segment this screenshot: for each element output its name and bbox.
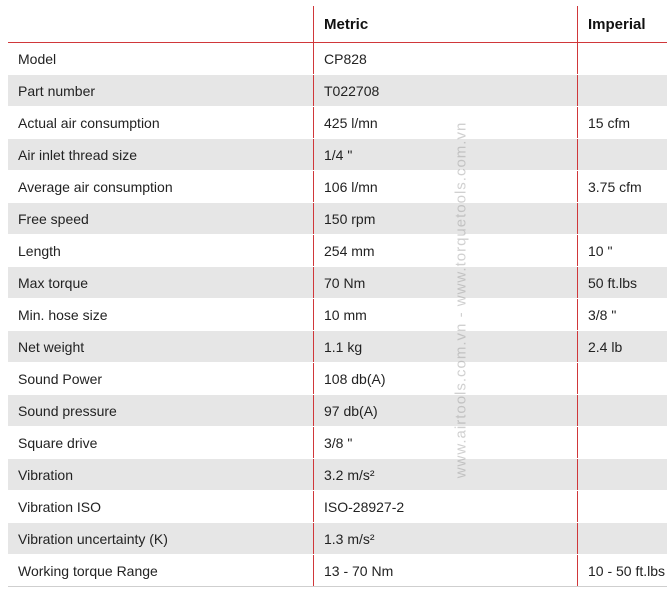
row-label: Vibration: [8, 459, 314, 491]
table-row: [8, 427, 667, 459]
row-label: Model: [8, 43, 314, 75]
table-row: [8, 171, 667, 203]
row-imperial: [578, 459, 667, 491]
table-row: [8, 523, 667, 555]
row-metric: 108 db(A): [314, 363, 578, 395]
row-imperial: [578, 139, 667, 171]
spec-table: [8, 6, 667, 587]
table-row: [8, 299, 667, 331]
row-label: Vibration ISO: [8, 491, 314, 523]
row-label: Length: [8, 235, 314, 267]
row-imperial: [578, 491, 667, 523]
header-imperial: Imperial: [578, 6, 667, 43]
table-row: [8, 75, 667, 107]
row-label: Max torque: [8, 267, 314, 299]
row-imperial: [578, 203, 667, 235]
table-row: [8, 43, 667, 75]
watermark-text: www.airtools.com.vn - www.torquetools.com.vn: [452, 121, 470, 479]
table-row: [8, 331, 667, 363]
table-row: [8, 235, 667, 267]
row-imperial: [578, 395, 667, 427]
table-row: [8, 267, 667, 299]
row-label: Vibration uncertainty (K): [8, 523, 314, 555]
row-label: Sound Power: [8, 363, 314, 395]
row-metric: 1.1 kg: [314, 331, 578, 363]
row-metric: 254 mm: [314, 235, 578, 267]
table-row: [8, 203, 667, 235]
row-metric: 106 l/mn: [314, 171, 578, 203]
table-row: [8, 139, 667, 171]
row-metric: CP828: [314, 43, 578, 75]
row-metric: T022708: [314, 75, 578, 107]
row-imperial: [578, 523, 667, 555]
table-row: [8, 107, 667, 139]
table-row: [8, 555, 667, 587]
header-row: [8, 6, 667, 43]
row-label: Actual air consumption: [8, 107, 314, 139]
row-label: Working torque Range: [8, 555, 314, 587]
row-imperial: 10 - 50 ft.lbs: [578, 555, 667, 587]
row-label: Min. hose size: [8, 299, 314, 331]
row-metric: 425 l/mn: [314, 107, 578, 139]
row-label: Net weight: [8, 331, 314, 363]
table-row: [8, 395, 667, 427]
row-metric: 70 Nm: [314, 267, 578, 299]
row-metric: 1.3 m/s²: [314, 523, 578, 555]
row-metric: 10 mm: [314, 299, 578, 331]
row-imperial: [578, 75, 667, 107]
row-label: Part number: [8, 75, 314, 107]
row-metric: ISO-28927-2: [314, 491, 578, 523]
row-metric: 150 rpm: [314, 203, 578, 235]
row-imperial: 10 ": [578, 235, 667, 267]
row-imperial: 3.75 cfm: [578, 171, 667, 203]
row-label: Square drive: [8, 427, 314, 459]
row-label: Sound pressure: [8, 395, 314, 427]
table-row: [8, 363, 667, 395]
row-metric: 97 db(A): [314, 395, 578, 427]
row-imperial: [578, 43, 667, 75]
row-metric: 3/8 ": [314, 427, 578, 459]
table-row: [8, 459, 667, 491]
row-metric: 1/4 ": [314, 139, 578, 171]
row-imperial: 3/8 ": [578, 299, 667, 331]
row-imperial: 50 ft.lbs: [578, 267, 667, 299]
table-row: [8, 491, 667, 523]
row-imperial: [578, 427, 667, 459]
row-label: Free speed: [8, 203, 314, 235]
row-metric: 3.2 m/s²: [314, 459, 578, 491]
row-metric: 13 - 70 Nm: [314, 555, 578, 587]
row-imperial: 15 cfm: [578, 107, 667, 139]
row-imperial: 2.4 lb: [578, 331, 667, 363]
row-label: Average air consumption: [8, 171, 314, 203]
row-label: Air inlet thread size: [8, 139, 314, 171]
row-imperial: [578, 363, 667, 395]
header-metric: Metric: [314, 6, 578, 43]
header-label: [8, 6, 314, 43]
